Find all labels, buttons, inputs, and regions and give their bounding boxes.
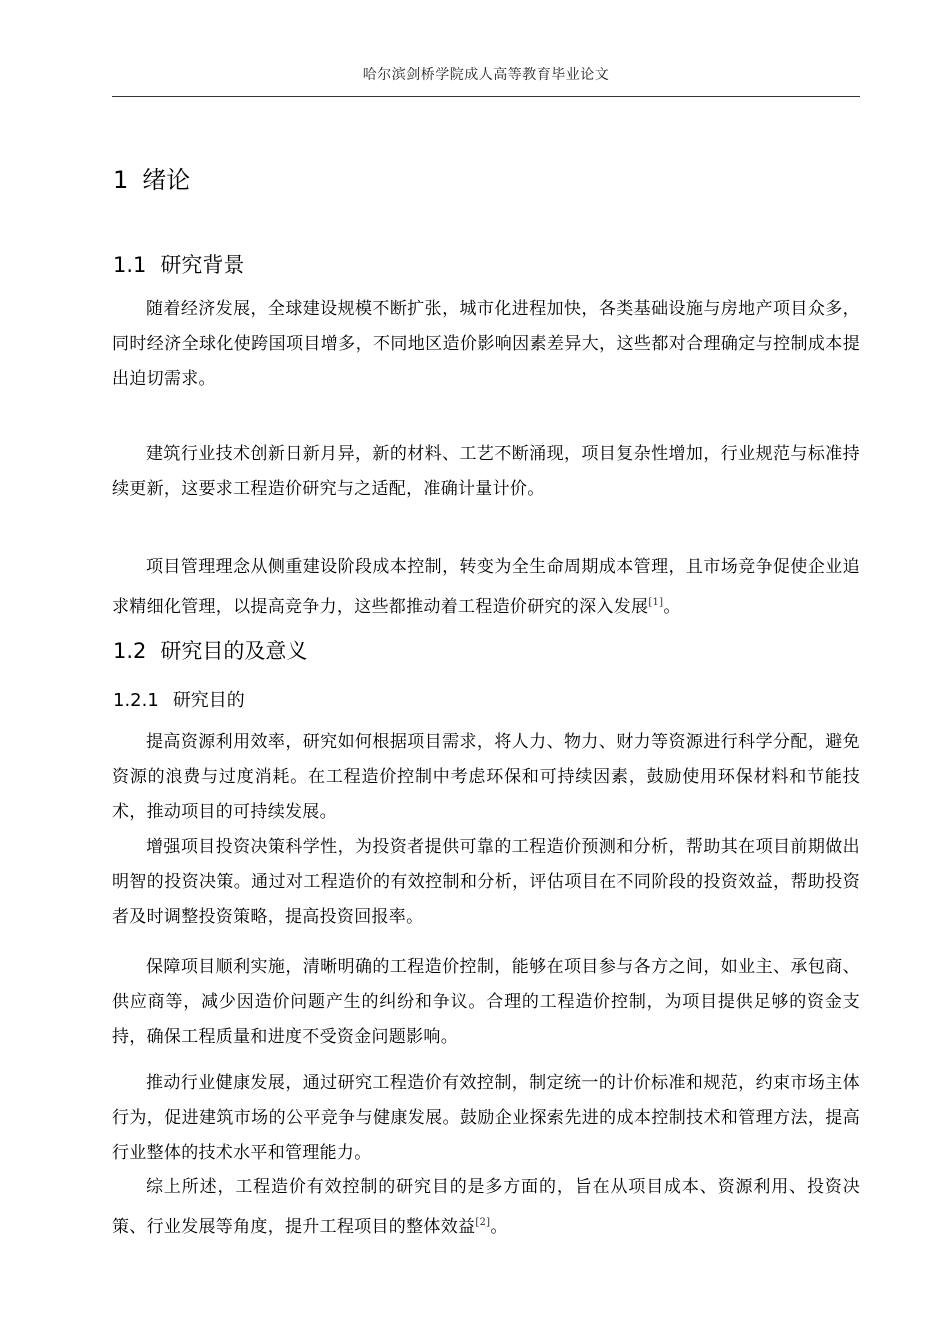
paragraph: 增强项目投资决策科学性，为投资者提供可靠的工程造价预测和分析，帮助其在项目前期做出明智的投资决策。通过对工程造价的有效控制和分析，评估项目在不同阶段的投资效益，帮助投资者及时调整投资策略，提高投资回报率。 (112, 837, 860, 927)
chapter-heading (113, 160, 190, 195)
section-heading-1-2 (113, 635, 307, 665)
header-divider (112, 96, 860, 97)
section-number: 1.2 (113, 639, 147, 663)
running-header: 哈尔滨剑桥学院成人高等教育毕业论文 (362, 67, 610, 83)
citation-ref: [1] (648, 597, 664, 608)
paragraph (112, 550, 860, 625)
chapter-number: 1 (113, 166, 129, 194)
subsection-title: 研究目的 (172, 690, 245, 711)
subsection-number: 1.2.1 (113, 690, 159, 711)
section-title: 研究背景 (160, 253, 245, 277)
subsection-heading-1-2-1 (113, 686, 245, 712)
section-heading-1-1 (113, 249, 244, 279)
sentence-end: 。 (490, 1217, 508, 1237)
chapter-title: 绪论 (142, 166, 191, 194)
paragraph: 随着经济发展，全球建设规模不断扩张，城市化进程加快，各类基础设施与房地产项目众多，同时经济全球化使跨国项目增多，不同地区造价影响因素差异大，这些都对合理确定与控制成本提出迫切需求。 (112, 299, 860, 389)
section-title: 研究目的及意义 (160, 639, 308, 663)
paragraph: 推动行业健康发展，通过研究工程造价有效控制，制定统一的计价标准和规范，约束市场主体行为，促进建筑市场的公平竞争与健康发展。鼓励企业探索先进的成本控制技术和管理方法，提高行业整体的技术水平和管理能力。 (112, 1073, 860, 1163)
section-number: 1.1 (113, 253, 147, 277)
paragraph: 保障项目顺利实施，清晰明确的工程造价控制，能够在项目参与各方之间，如业主、承包商、供应商等，减少因造价问题产生的纠纷和争议。合理的工程造价控制，为项目提供足够的资金支持，确保工程质量和进度不受资金问题影响。 (112, 957, 860, 1047)
sentence-end: 。 (663, 597, 681, 617)
paragraph: 提高资源利用效率，研究如何根据项目需求，将人力、物力、财力等资源进行科学分配，避免资源的浪费与过度消耗。在工程造价控制中考虑环保和可持续因素，鼓励使用环保材料和节能技术，推动项目的可持续发展。 (112, 732, 860, 822)
paragraph: 建筑行业技术创新日新月异，新的材料、工艺不断涌现，项目复杂性增加，行业规范与标准持续更新，这要求工程造价研究与之适配，准确计量计价。 (112, 444, 860, 499)
paragraph-text: 项目管理理念从侧重建设阶段成本控制，转变为全生命周期成本管理，且市场竞争促使企业追求精细化管理，以提高竞争力，这些都推动着工程造价研究的深入发展 (112, 557, 860, 617)
citation-ref: [2] (475, 1217, 491, 1228)
paragraph-text: 综上所述，工程造价有效控制的研究目的是多方面的，旨在从项目成本、资源利用、投资决策、行业发展等角度，提升工程项目的整体效益 (112, 1177, 860, 1237)
paragraph (112, 1170, 860, 1245)
